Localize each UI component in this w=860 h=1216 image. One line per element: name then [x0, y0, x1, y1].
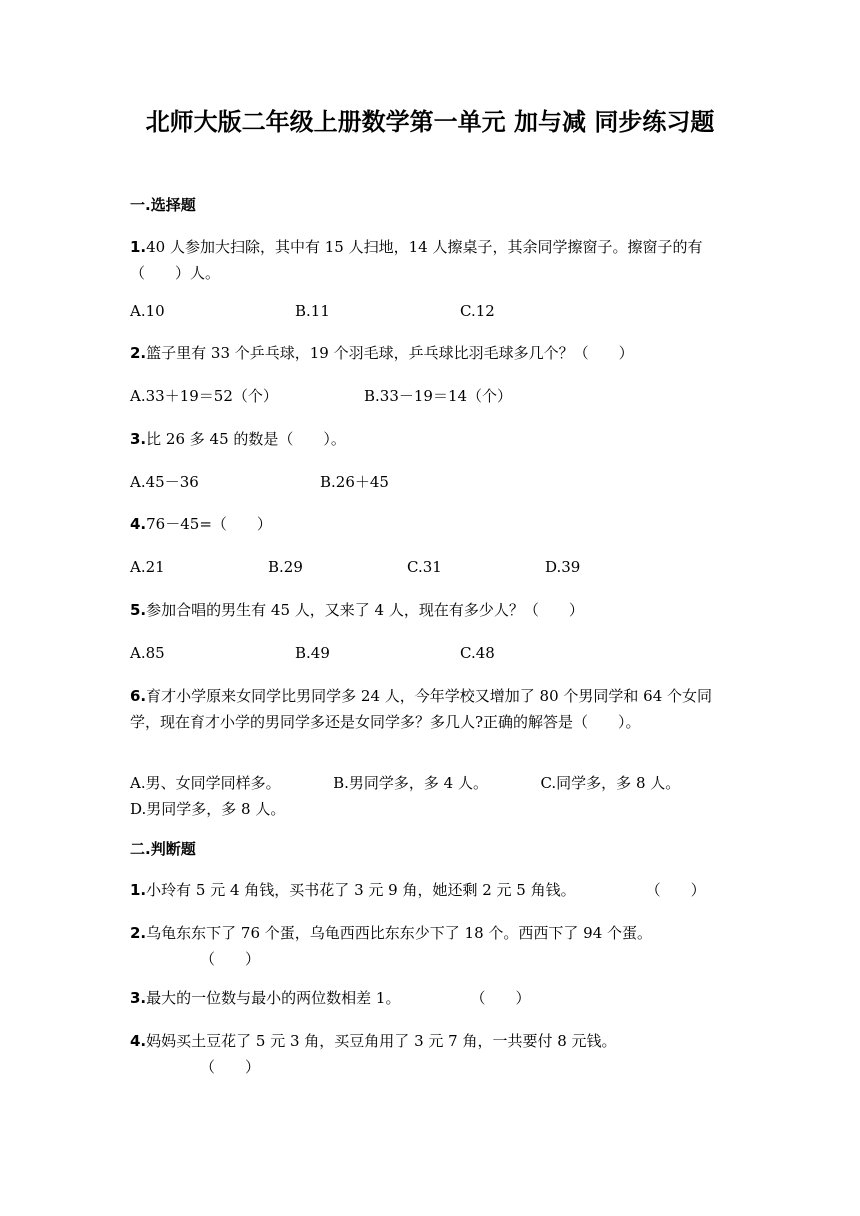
question-number: 5.	[130, 601, 147, 619]
answer-blank[interactable]: （ ）	[200, 950, 261, 968]
question-4	[130, 511, 735, 537]
question-6	[130, 683, 735, 735]
page-title: 北师大版二年级上册数学第一单元 加与减 同步练习题	[145, 108, 715, 136]
question-3	[130, 426, 735, 452]
question-text: 参加合唱的男生有 45 人，又来了 4 人，现在有多少人？（ ）	[146, 601, 584, 619]
question-1	[130, 234, 735, 286]
question-text: 小玲有 5 元 4 角钱，买书花了 3 元 9 角，她还剩 2 元 5 角钱。	[146, 881, 576, 899]
question-number: 4.	[130, 515, 147, 533]
option: D.39	[545, 558, 581, 576]
option: C.31	[407, 558, 442, 576]
option: B.33－19＝14（个）	[364, 387, 513, 405]
option: A.10	[130, 302, 165, 320]
question-text: 比 26 多 45 的数是（ ）。	[146, 430, 346, 448]
question-text: 篮子里有 33 个乒乓球，19 个羽毛球，乒乓球比羽毛球多几个？（ ）	[146, 344, 634, 362]
question-text: 妈妈买土豆花了 5 元 3 角，买豆角用了 3 元 7 角，一共要付 8 元钱。	[146, 1032, 617, 1050]
question-5	[130, 597, 735, 623]
question-number: 1.	[130, 881, 147, 899]
question-number: 6.	[130, 687, 147, 705]
section-heading-choice: 一.选择题	[130, 196, 196, 214]
option: C.48	[460, 644, 495, 662]
option: A.21	[130, 558, 165, 576]
question-number: 3.	[130, 989, 147, 1007]
option: B.11	[295, 302, 330, 320]
answer-blank[interactable]: （ ）	[200, 1058, 261, 1076]
judgement-3	[130, 985, 735, 1011]
question-text: 76－45=（ ）	[146, 515, 272, 533]
option: B.29	[268, 558, 303, 576]
section-heading-judgement: 二.判断题	[130, 840, 196, 858]
question-text: 育才小学原来女同学比男同学多 24 人，今年学校又增加了 80 个男同学和 64 个女同学，现在育才小学的男同学多还是女同学多？多几人?正确的解答是（ ）。	[130, 687, 713, 731]
option: B.26＋45	[320, 473, 389, 491]
options-q6: A.男、女同学同样多。 B.男同学多，多 4 人。 C.同学多，多 8 人。 D.男同学多，多 8 人。	[130, 774, 733, 818]
question-number: 1.	[130, 238, 147, 256]
question-text: 40 人参加大扫除，其中有 15 人扫地，14 人擦桌子，其余同学擦窗子。擦窗子的有（ ）人。	[130, 238, 703, 282]
judgement-4	[130, 1028, 640, 1080]
option: B.49	[295, 644, 330, 662]
option: C.12	[460, 302, 495, 320]
question-text: 最大的一位数与最小的两位数相差 1。	[146, 989, 401, 1007]
question-2	[130, 340, 735, 366]
question-number: 3.	[130, 430, 147, 448]
judgement-2	[130, 920, 735, 972]
question-number: 2.	[130, 924, 147, 942]
answer-blank[interactable]: （ ）	[645, 881, 706, 899]
option: A.45－36	[130, 473, 199, 491]
question-number: 2.	[130, 344, 147, 362]
judgement-1	[130, 877, 735, 903]
question-text: 乌龟东东下了 76 个蛋，乌龟西西比东东少下了 18 个。西西下了 94 个蛋。	[146, 924, 653, 942]
question-number: 4.	[130, 1032, 147, 1050]
option: A.85	[130, 644, 165, 662]
option: A.33＋19＝52（个）	[130, 387, 278, 405]
answer-blank[interactable]: （ ）	[470, 989, 531, 1007]
